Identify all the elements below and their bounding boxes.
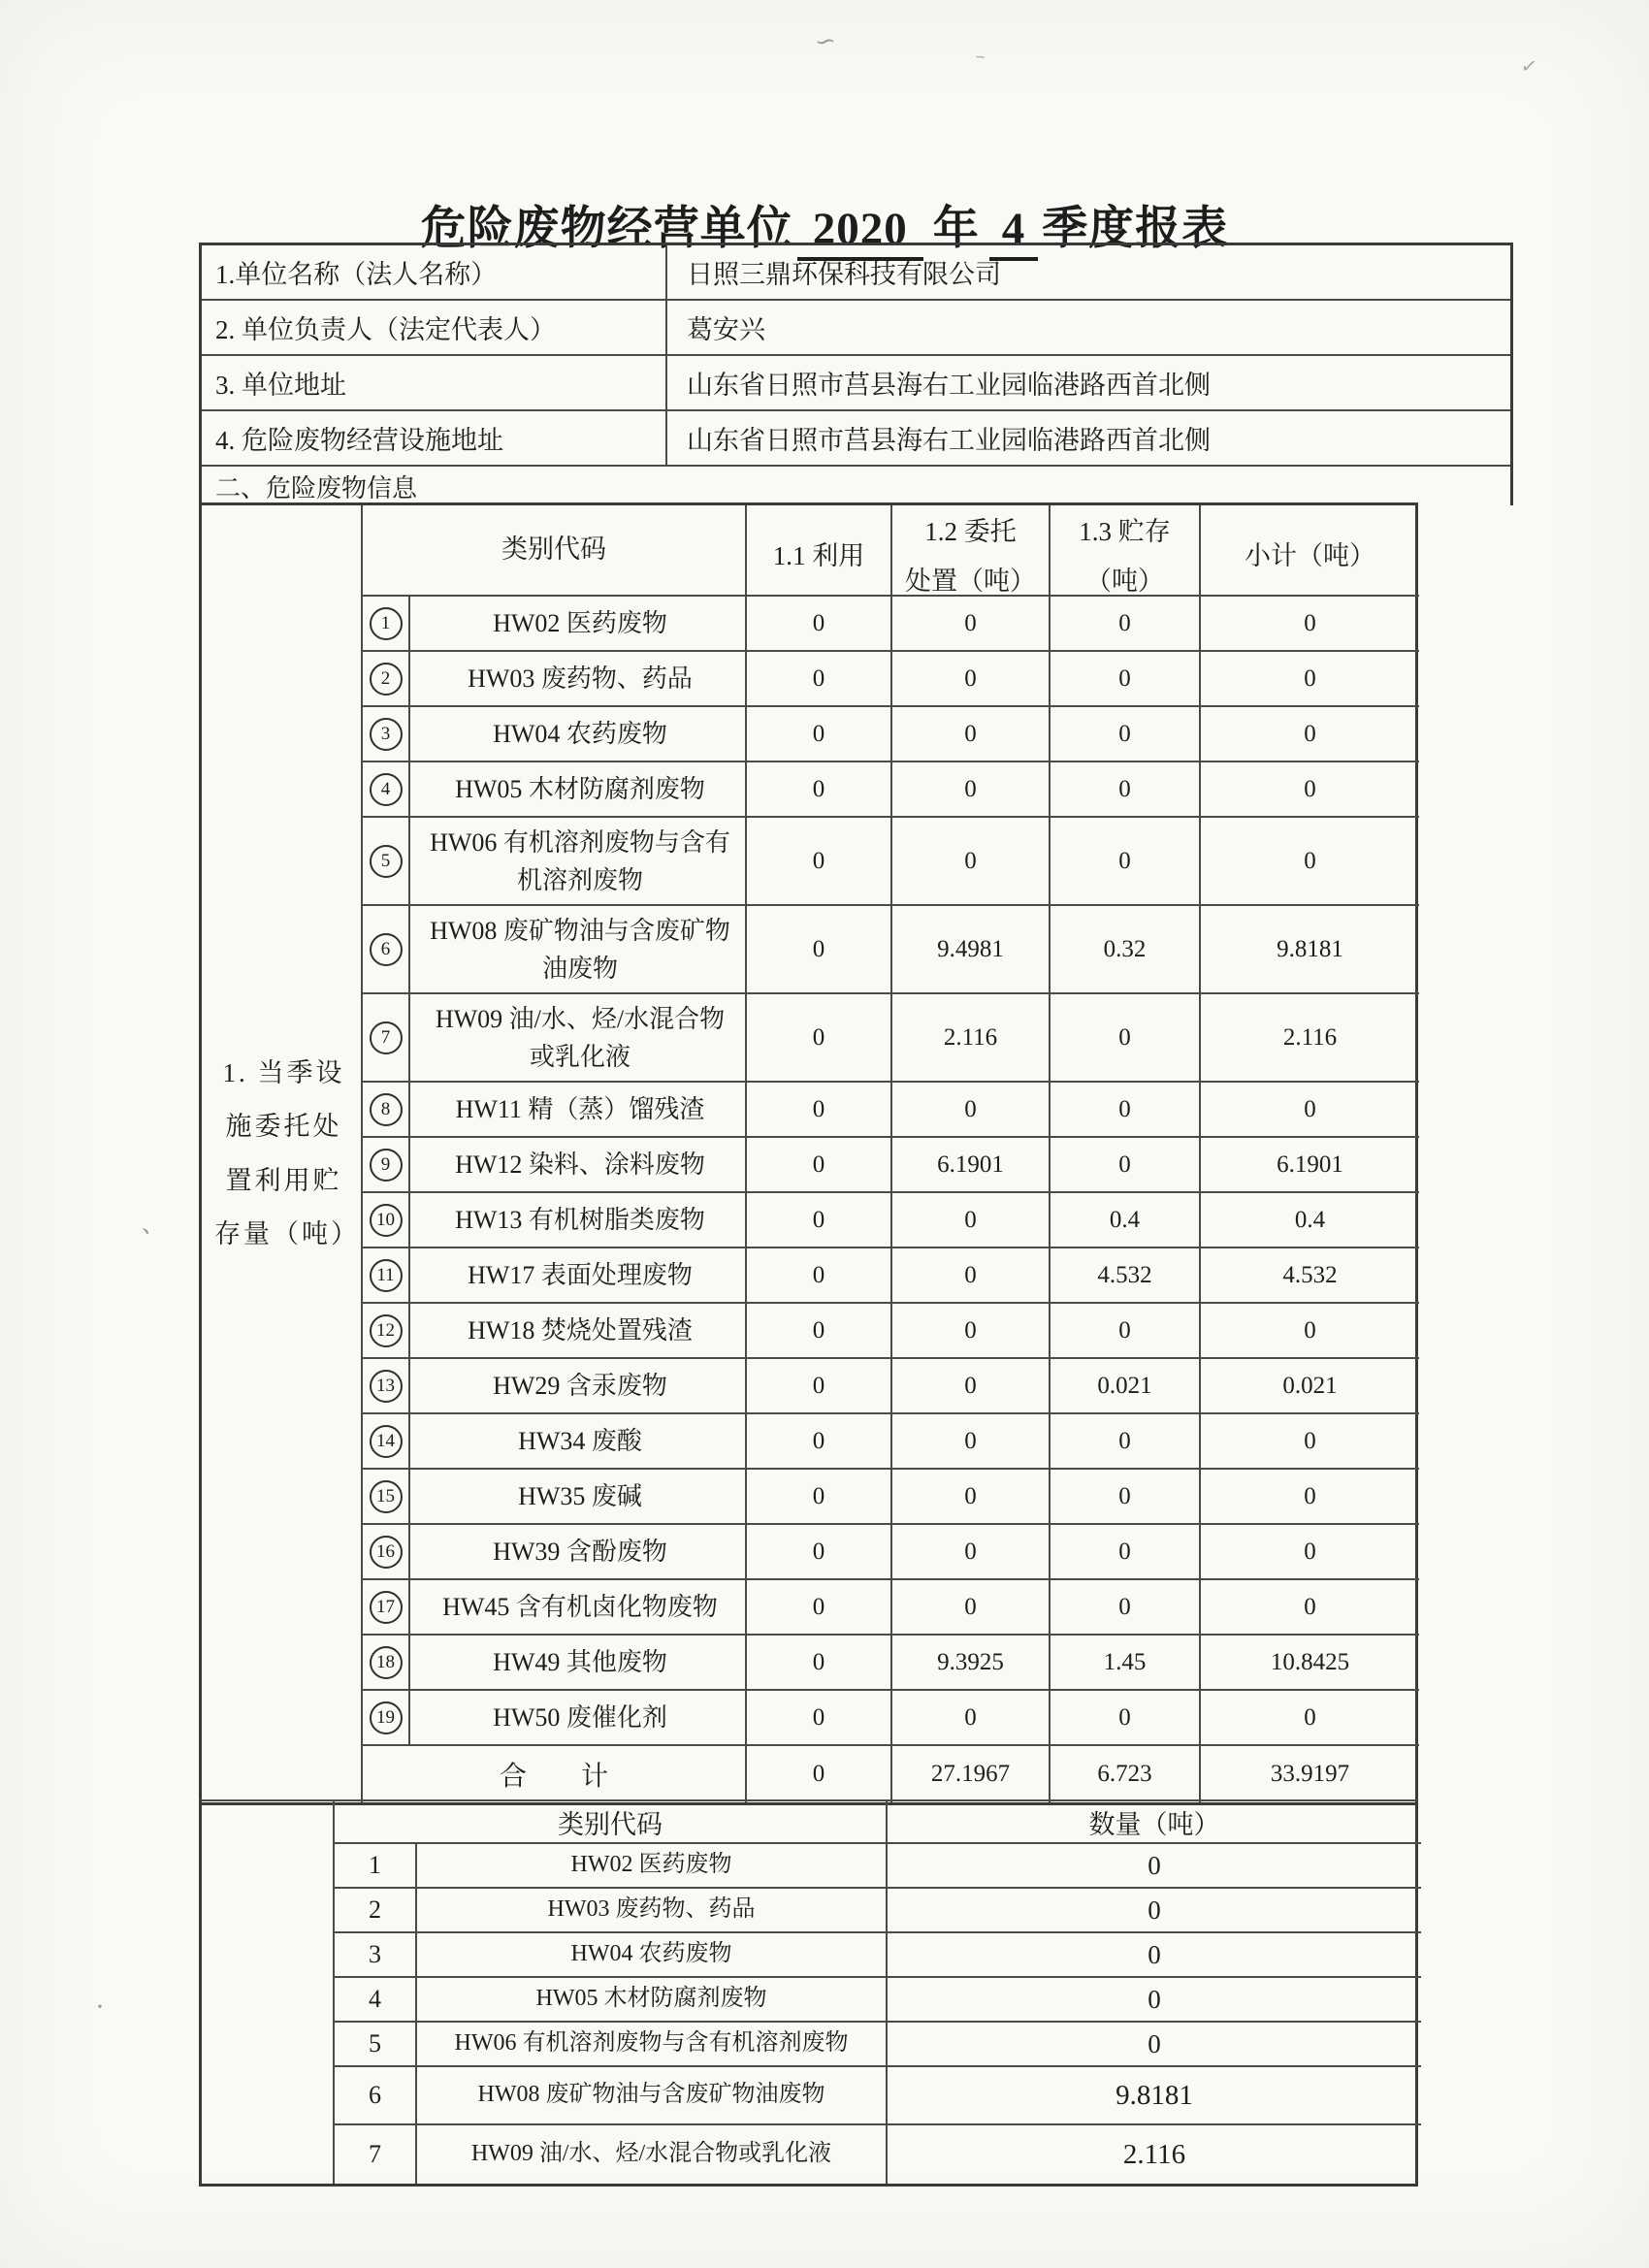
row-number-cell (363, 1525, 410, 1580)
row-number-badge: 6 (370, 933, 403, 966)
row-number-badge: 11 (370, 1259, 403, 1292)
row-number-badge: 5 (370, 845, 403, 878)
t2-left-empty-cell (202, 1801, 335, 2184)
row-number-badge: 13 (370, 1370, 403, 1403)
waste-name: HW11 精（蒸）馏残渣 (410, 1083, 747, 1138)
waste-name: HW39 含酚废物 (410, 1525, 747, 1580)
t2-waste-name: HW04 农药废物 (417, 1933, 888, 1978)
value-entrust: 2.116 (892, 994, 1051, 1083)
value-storage: 0 (1051, 1414, 1201, 1470)
waste-name: HW34 废酸 (410, 1414, 747, 1470)
waste-name: HW49 其他废物 (410, 1636, 747, 1691)
value-entrust: 0 (892, 597, 1051, 652)
t2-row-number: 5 (335, 2023, 417, 2067)
info-label: 4. 危险废物经营设施地址 (202, 411, 667, 465)
value-entrust: 0 (892, 1359, 1051, 1414)
scan-artifact: 、 (142, 1213, 165, 1238)
value-use: 0 (747, 652, 892, 707)
row-number-badge: 10 (370, 1204, 403, 1237)
row-number-badge: 18 (370, 1646, 403, 1679)
row-number-cell (363, 652, 410, 707)
value-use: 0 (747, 1414, 892, 1470)
info-label: 3. 单位地址 (202, 356, 667, 409)
info-value: 葛安兴 (687, 315, 765, 344)
value-subtotal: 0 (1201, 1691, 1419, 1746)
waste-name: HW04 农药废物 (410, 707, 747, 762)
row-number-badge: 9 (370, 1149, 403, 1182)
t1-header-storage-line2: （吨） (1085, 567, 1164, 596)
t1-header-subtotal (1201, 505, 1419, 597)
value-subtotal: 0.021 (1201, 1359, 1419, 1414)
value-use: 0 (747, 906, 892, 994)
value-use: 0 (747, 1304, 892, 1359)
row-number-cell (363, 1248, 410, 1304)
total-storage: 6.723 (1051, 1746, 1201, 1802)
row-number-badge: 14 (370, 1425, 403, 1458)
value-entrust: 9.3925 (892, 1636, 1051, 1691)
t2-quantity: 0 (888, 1844, 1421, 1889)
row-number-badge: 7 (370, 1021, 403, 1054)
waste-name: HW50 废催化剂 (410, 1691, 747, 1746)
value-storage: 4.532 (1051, 1248, 1201, 1304)
value-use: 0 (747, 994, 892, 1083)
t2-row-number: 1 (335, 1844, 417, 1889)
value-storage: 0 (1051, 707, 1201, 762)
value-subtotal: 0 (1201, 1414, 1419, 1470)
value-use: 0 (747, 707, 892, 762)
value-entrust: 0 (892, 762, 1051, 818)
row-number-cell (363, 818, 410, 906)
waste-quantity-table (199, 1799, 1418, 2187)
value-entrust: 0 (892, 1691, 1051, 1746)
info-value: 山东省日照市莒县海右工业园临港路西首北侧 (687, 371, 1211, 400)
scan-artifact: ✓ (1519, 54, 1539, 80)
waste-name: HW18 焚烧处置残渣 (410, 1304, 747, 1359)
row-number-badge: 8 (370, 1093, 403, 1126)
value-entrust: 0 (892, 1193, 1051, 1248)
value-subtotal: 0 (1201, 762, 1419, 818)
waste-name: HW08 废矿物油与含废矿物油废物 (410, 906, 747, 994)
waste-name: HW06 有机溶剂废物与含有机溶剂废物 (410, 818, 747, 906)
value-subtotal: 4.532 (1201, 1248, 1419, 1304)
t1-header-use-text: 1.1 利用 (772, 541, 865, 571)
waste-summary-table (199, 502, 1418, 1805)
title-year-underlined: 2020 (797, 203, 923, 261)
t2-row-number: 4 (335, 1978, 417, 2023)
value-use: 0 (747, 818, 892, 906)
value-entrust: 0 (892, 652, 1051, 707)
value-use: 0 (747, 1525, 892, 1580)
t1-header-category: 类别代码 (363, 505, 747, 597)
value-subtotal: 0 (1201, 652, 1419, 707)
t2-waste-name: HW03 废药物、药品 (417, 1889, 888, 1933)
total-entrust: 27.1967 (892, 1746, 1051, 1802)
info-label: 2. 单位负责人（法定代表人） (202, 301, 667, 354)
waste-name: HW05 木材防腐剂废物 (410, 762, 747, 818)
info-row-unit-name (202, 245, 1510, 301)
t2-waste-name: HW09 油/水、烃/水混合物或乳化液 (417, 2125, 888, 2184)
value-subtotal: 0 (1201, 1525, 1419, 1580)
row-number-badge: 16 (370, 1536, 403, 1569)
value-storage: 1.45 (1051, 1636, 1201, 1691)
title-suffix: 季度报表 (1042, 204, 1229, 254)
t1-header-entrust (892, 505, 1051, 597)
value-use: 0 (747, 1193, 892, 1248)
waste-name: HW17 表面处理废物 (410, 1248, 747, 1304)
value-storage: 0 (1051, 762, 1201, 818)
waste-name: HW29 含汞废物 (410, 1359, 747, 1414)
t2-row-number: 2 (335, 1889, 417, 1933)
t1-header-subtotal-text: 小计（吨） (1245, 541, 1375, 571)
row-number-cell (363, 906, 410, 994)
t1-row-group-label: 1. 当季设施委托处置利用贮存量（吨） (202, 505, 363, 1802)
value-storage: 0 (1051, 1580, 1201, 1636)
title-quarter-underlined: 4 (989, 203, 1039, 261)
row-number-badge: 19 (370, 1701, 403, 1734)
value-subtotal: 0 (1201, 707, 1419, 762)
value-entrust: 0 (892, 1580, 1051, 1636)
value-storage: 0 (1051, 1083, 1201, 1138)
value-storage: 0.021 (1051, 1359, 1201, 1414)
value-storage: 0 (1051, 994, 1201, 1083)
value-use: 0 (747, 1359, 892, 1414)
waste-name: HW12 染料、涂料废物 (410, 1138, 747, 1193)
row-number-cell (363, 1138, 410, 1193)
t2-header-quantity: 数量（吨） (888, 1801, 1421, 1844)
value-entrust: 9.4981 (892, 906, 1051, 994)
value-subtotal: 0 (1201, 1304, 1419, 1359)
t2-waste-name: HW08 废矿物油与含废矿物油废物 (417, 2067, 888, 2125)
value-entrust: 0 (892, 1083, 1051, 1138)
value-use: 0 (747, 1138, 892, 1193)
value-use: 0 (747, 1470, 892, 1525)
value-subtotal: 6.1901 (1201, 1138, 1419, 1193)
value-entrust: 0 (892, 707, 1051, 762)
value-use: 0 (747, 1691, 892, 1746)
waste-name: HW02 医药废物 (410, 597, 747, 652)
t2-quantity: 2.116 (1122, 2138, 1186, 2170)
row-number-badge: 15 (370, 1480, 403, 1513)
t2-quantity: 0 (888, 1933, 1421, 1978)
row-number-badge: 3 (370, 718, 403, 751)
value-subtotal: 0 (1201, 1580, 1419, 1636)
t1-header-entrust-line2: 处置（吨） (905, 567, 1036, 596)
t1-header-storage-line1: 1.3 贮存 (1079, 516, 1171, 546)
t2-header-category: 类别代码 (335, 1801, 888, 1844)
row-number-cell (363, 1193, 410, 1248)
value-subtotal: 0.4 (1201, 1193, 1419, 1248)
value-subtotal: 0 (1201, 818, 1419, 906)
row-number-cell (363, 1414, 410, 1470)
value-entrust: 0 (892, 1414, 1051, 1470)
total-subtotal: 33.9197 (1270, 1761, 1350, 1787)
t2-row-number: 3 (335, 1933, 417, 1978)
value-storage: 0 (1051, 1691, 1201, 1746)
value-entrust: 0 (892, 1525, 1051, 1580)
section-header-hazardous-waste-info: 二、危险废物信息 (215, 473, 418, 502)
value-storage: 0 (1051, 597, 1201, 652)
value-subtotal: 2.116 (1201, 994, 1419, 1083)
t2-waste-name: HW06 有机溶剂废物与含有机溶剂废物 (417, 2023, 888, 2067)
value-use: 0 (747, 1580, 892, 1636)
row-number-badge: 1 (370, 607, 403, 640)
value-subtotal: 0 (1201, 597, 1419, 652)
value-storage: 0 (1051, 1304, 1201, 1359)
row-number-cell (363, 994, 410, 1083)
row-number-badge: 12 (370, 1314, 403, 1347)
waste-name: HW03 废药物、药品 (410, 652, 747, 707)
row-number-badge: 17 (370, 1591, 403, 1624)
row-number-cell (363, 1359, 410, 1414)
waste-name: HW45 含有机卤化物废物 (410, 1580, 747, 1636)
row-number-cell (363, 707, 410, 762)
row-number-cell (363, 1083, 410, 1138)
value-storage: 0 (1051, 1470, 1201, 1525)
waste-name: HW09 油/水、烃/水混合物或乳化液 (410, 994, 747, 1083)
row-number-badge: 4 (370, 773, 403, 806)
value-use: 0 (747, 597, 892, 652)
info-row-facility-address (202, 411, 1510, 467)
info-value: 日照三鼎环保科技有限公司 (687, 260, 1001, 289)
t2-waste-name: HW02 医药废物 (417, 1844, 888, 1889)
value-use: 0 (747, 1083, 892, 1138)
value-storage: 0 (1051, 818, 1201, 906)
info-row-legal-person (202, 301, 1510, 356)
value-use: 0 (747, 762, 892, 818)
total-use: 0 (747, 1746, 892, 1802)
waste-name: HW35 废碱 (410, 1470, 747, 1525)
row-number-cell (363, 1470, 410, 1525)
row-number-cell (363, 597, 410, 652)
scan-artifact: · (95, 1991, 105, 2023)
value-entrust: 0 (892, 818, 1051, 906)
value-subtotal: 9.8181 (1201, 906, 1419, 994)
row-number-cell (363, 762, 410, 818)
value-subtotal: 0 (1201, 1470, 1419, 1525)
value-storage: 0 (1051, 652, 1201, 707)
value-storage: 0.32 (1051, 906, 1201, 994)
value-entrust: 0 (892, 1304, 1051, 1359)
value-entrust: 0 (892, 1248, 1051, 1304)
t2-quantity: 0 (888, 1889, 1421, 1933)
value-storage: 0 (1051, 1138, 1201, 1193)
title-year-word: 年 (932, 204, 980, 254)
t2-quantity: 0 (888, 1978, 1421, 2023)
value-use: 0 (747, 1248, 892, 1304)
info-label: 1.单位名称（法人名称） (202, 245, 667, 299)
unit-info-table (199, 243, 1513, 505)
t2-row-number: 7 (335, 2125, 417, 2184)
row-number-cell (363, 1304, 410, 1359)
title-prefix: 危险废物经营单位 (420, 204, 793, 254)
total-row-label: 合 计 (363, 1746, 747, 1802)
value-storage: 0.4 (1051, 1193, 1201, 1248)
scan-artifact: ﹣ (969, 42, 992, 68)
value-storage: 0 (1051, 1525, 1201, 1580)
info-row-unit-address (202, 356, 1510, 411)
value-subtotal: 0 (1201, 1083, 1419, 1138)
value-subtotal: 10.8425 (1201, 1636, 1419, 1691)
t2-quantity: 9.8181 (888, 2067, 1421, 2125)
info-value: 山东省日照市莒县海右工业园临港路西首北侧 (687, 426, 1211, 455)
value-entrust: 6.1901 (892, 1138, 1051, 1193)
waste-name: HW13 有机树脂类废物 (410, 1193, 747, 1248)
value-use: 0 (747, 1636, 892, 1691)
value-entrust: 0 (892, 1470, 1051, 1525)
row-number-badge: 2 (370, 663, 403, 696)
t2-waste-name: HW05 木材防腐剂废物 (417, 1978, 888, 2023)
row-number-cell (363, 1691, 410, 1746)
t1-header-use (747, 505, 892, 597)
scan-artifact: ∽ (812, 25, 838, 57)
t2-row-number: 6 (335, 2067, 417, 2125)
t1-header-storage (1051, 505, 1201, 597)
t2-quantity: 0 (888, 2023, 1421, 2067)
row-number-cell (363, 1636, 410, 1691)
row-number-cell (363, 1580, 410, 1636)
t1-header-entrust-line1: 1.2 委托 (924, 516, 1017, 546)
